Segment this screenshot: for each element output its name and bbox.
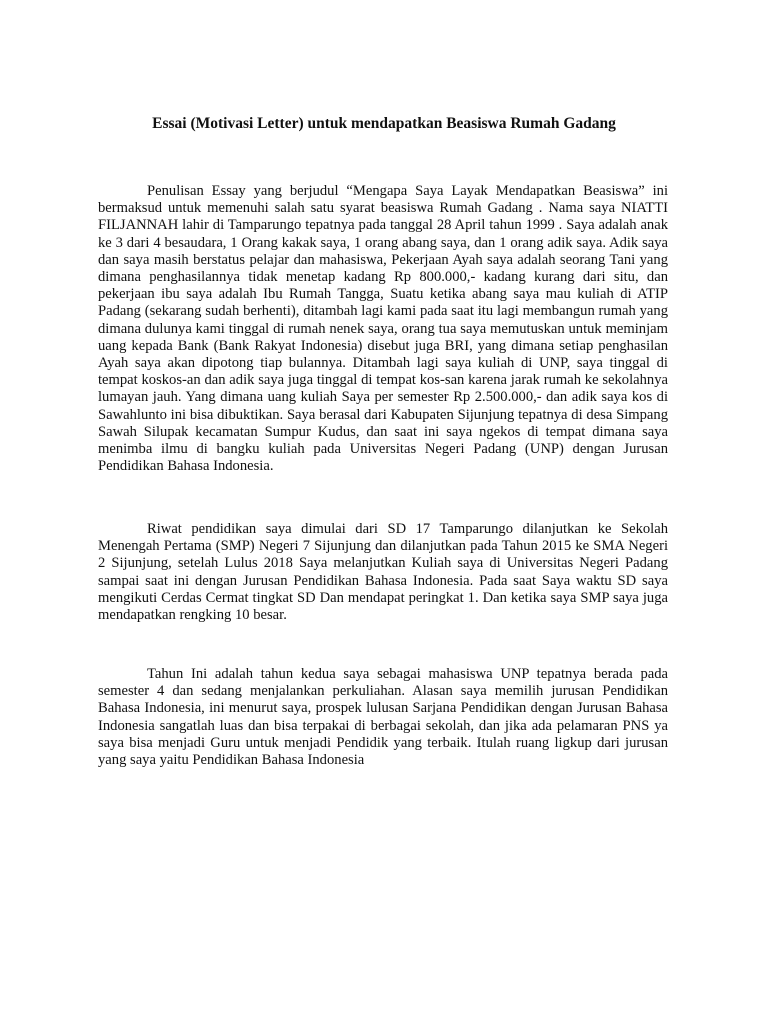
paragraph-motivation: Penulisan Essay yang berjudul “Mengapa Saya Layak Mendapatkan Beasiswa” ini bermaksud untuk memenuhi salah satu syarat beasiswa Rumah Gadang . Nama saya NIATTI FILJANNAH lahir di Tamparungo tepatnya pada tanggal 28 April tahun 1999 . Saya adalah anak ke 3 dari 4 besaudara, 1 Orang kakak saya, 1 orang abang saya, dan 1 orang adik saya. Adik saya dan saya masih berstatus pelajar dan mahasiswa, Pekerjaan Ayah saya adalah seorang Tani yang dimana penghasilannya tidak menetap kadang Rp 800.000,- kadang kurang dari situ, dan pekerjaan ibu saya adalah Ibu Rumah Tangga, Suatu ketika abang saya mau kuliah di ATIP Padang (sekarang sudah berhenti), ditambah lagi kami pada saat itu lagi membangun rumah yang dimana dulunya kami tinggal di rumah nenek saya, orang tua saya memutuskan untuk meminjam uang kepada Bank (Bank Rakyat Indonesia) disebut juga BRI, yang dimana setiap penghasilan Ayah saya akan dipotong tiap bulannya. Ditambah lagi saya kuliah di UNP, saya tinggal di tempat koskos-an dan adik saya juga tinggal di tempat kos-san karena jarak rumah ke sekolahnya lumayan jauh. Yang dimana uang kuliah Saya per semester Rp 2.500.000,- dan adik saya kos di Sawahlunto ini bisa dibuktikan. Saya berasal dari Kabupaten Sijunjung tepatnya di desa Simpang Sawah Silupak kecamatan Sumpur Kudus, dan saat ini saya ngekos di tempat dimana saya menimba ilmu di bangku kuliah pada Universitas Negeri Padang (UNP) dengan Jurusan Pendidikan Bahasa Indonesia. — [98, 183, 668, 475]
paragraph-study-program: Tahun Ini adalah tahun kedua saya sebagai mahasiswa UNP tepatnya berada pada semester 4 dan sedang menjalankan perkuliahan. Alasan saya memilih jurusan Pendidikan Bahasa Indonesia, ini menurut saya, prospek lulusan Sarjana Pendidikan dengan Jurusan Bahasa Indonesia sangatlah luas dan bisa terpakai di berbagai sekolah, dan jika ada pelamaran PNS ya saya bisa menjadi Guru untuk menjadi Pendidik yang terbaik. Itulah ruang ligkup dari jurusan yang saya yaitu Pendidikan Bahasa Indonesia — [98, 666, 668, 769]
document-title: Essai (Motivasi Letter) untuk mendapatkan Beasiswa Rumah Gadang — [152, 115, 616, 132]
paragraph-education-history: Riwat pendidikan saya dimulai dari SD 17 Tamparungo dilanjutkan ke Sekolah Menengah Pertama (SMP) Negeri 7 Sijunjung dan dilanjutkan pada Tahun 2015 ke SMA Negeri 2 Sijunjung, setelah Lulus 2018 Saya melanjutkan Kuliah saya di Universitas Negeri Padang sampai saat ini dengan Jurusan Pendidikan Bahasa Indonesia. Pada saat Saya waktu SD saya mengikuti Cerdas Cermat tingkat SD Dan mendapat peringkat 1. Dan ketika saya SMP saya juga mendapatkan rengking 10 besar. — [98, 521, 668, 624]
